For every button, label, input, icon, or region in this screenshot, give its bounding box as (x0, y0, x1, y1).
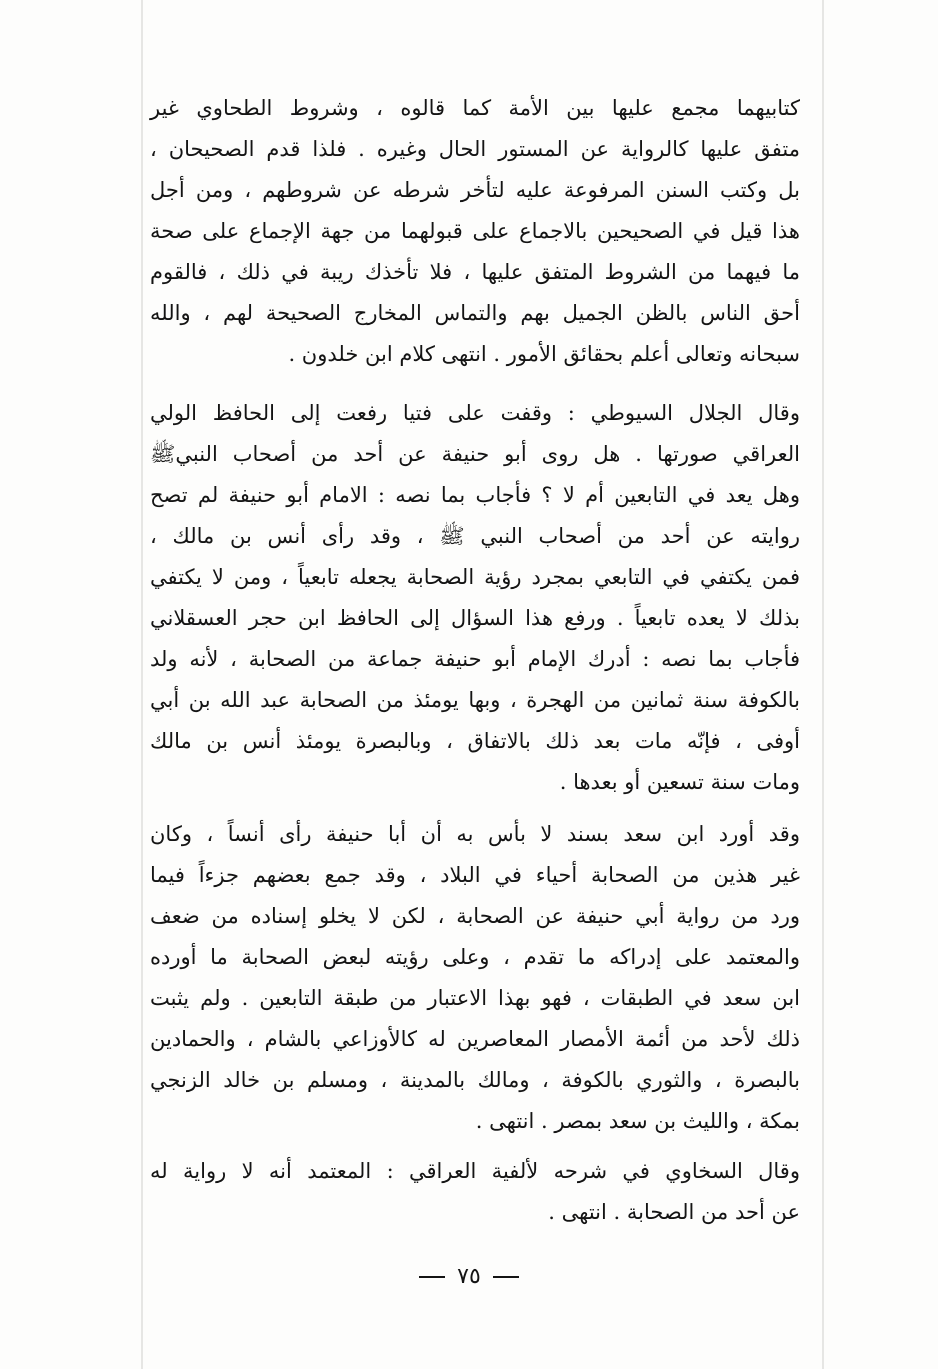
text-line: روايته عن أحد من أصحاب النبي ﷺ ، وقد رأى أنس بن مالك ، (150, 524, 800, 548)
text-line: ما فيهما من الشروط المتفق عليها ، فلا تأخذك ريبة في ذلك ، فالقوم (150, 260, 800, 284)
dash-right (419, 1276, 445, 1278)
text-line: ذلك لأحد من أئمة الأمصار المعاصرين له كالأوزاعي بالشام ، والحمادين (150, 1027, 800, 1051)
paragraph-ibn-saad (150, 814, 800, 1142)
paragraph-suyuti-fatwa (150, 393, 800, 803)
text-line: عن أحد من الصحابة . انتهى . (548, 1200, 800, 1224)
page-number (0, 1264, 938, 1289)
text-line: ابن سعد في الطبقات ، فهو بهذا الاعتبار من طبقة التابعين . ولم يثبت (150, 986, 800, 1010)
text-line: سبحانه وتعالى أعلم بحقائق الأمور . انتهى كلام ابن خلدون . (288, 342, 800, 366)
text-line: بالكوفة سنة ثمانين من الهجرة ، وبها يومئذ من الصحابة عبد الله بن أبي (150, 688, 800, 712)
text-line: بمكة ، والليث بن سعد بمصر . انتهى . (475, 1109, 800, 1133)
paragraph-ibn-khaldun-quote (150, 88, 800, 375)
page-number-value: ٧٥ (457, 1264, 481, 1289)
text-line: غير هذين من الصحابة أحياء في البلاد ، وقد جمع بعضهم جزءاً فيما (150, 863, 800, 887)
scan-edge-left (141, 0, 143, 1369)
text-line: متفق عليها كالرواية عن المستور الحال وغيره . فلذا قدم الصحيحان ، (150, 137, 800, 161)
text-line: بل وكتب السنن المرفوعة عليه لتأخر شرطه عن شروطهم ، ومن أجل (150, 178, 800, 202)
scan-edge-right (822, 0, 824, 1369)
text-line: بالبصرة ، والثوري بالكوفة ، ومالك بالمدينة ، ومسلم بن خالد الزنجي (150, 1068, 800, 1092)
text-line: ومات سنة تسعين أو بعدها . (559, 770, 800, 794)
paragraph-sakhawi (150, 1151, 800, 1233)
text-line: هذا قيل في الصحيحين بالاجماع على قبولهما من جهة الإجماع على صحة (150, 219, 800, 243)
text-line: العراقي صورتها . هل روى أبو حنيفة عن أحد من أصحاب النبيﷺ (150, 442, 800, 466)
text-line: أوفى ، فإنّه مات بعد ذلك بالاتفاق ، وبالبصرة يومئذ أنس بن مالك (150, 729, 800, 753)
text-line: وقد أورد ابن سعد بسند لا بأس به أن أبا حنيفة رأى أنساً ، وكان (150, 822, 800, 846)
text-line: بذلك لا يعده تابعياً . ورفع هذا السؤال إلى الحافظ ابن حجر العسقلاني (150, 606, 800, 630)
text-line: وهل يعد في التابعين أم لا ؟ فأجاب بما نصه : الامام أبو حنيفة لم تصح (150, 483, 800, 507)
dash-left (493, 1276, 519, 1278)
text-line: والمعتمد على إدراكه ما تقدم ، وعلى رؤيته لبعض الصحابة ما أورده (150, 945, 800, 969)
text-line: فمن يكتفي في التابعي بمجرد رؤية الصحابة يجعله تابعياً ، ومن لا يكتفي (150, 565, 800, 589)
text-line: كتابيهما مجمع عليها بين الأمة كما قالوه ، وشروط الطحاوي غير (150, 96, 800, 120)
text-line: وقال السخاوي في شرحه لألفية العراقي : المعتمد أنه لا رواية له (150, 1159, 800, 1183)
text-line: ورد من رواية أبي حنيفة عن الصحابة ، لكن لا يخلو إسناده من ضعف (150, 904, 800, 928)
text-line: وقال الجلال السيوطي : وقفت على فتيا رفعت إلى الحافظ الولي (150, 401, 800, 425)
text-line: فأجاب بما نصه : أدرك الإمام أبو حنيفة جماعة من الصحابة ، لأنه ولد (150, 647, 800, 671)
text-line: أحق الناس بالظن الجميل بهم والتماس المخارج الصحيحة لهم ، والله (150, 301, 800, 325)
